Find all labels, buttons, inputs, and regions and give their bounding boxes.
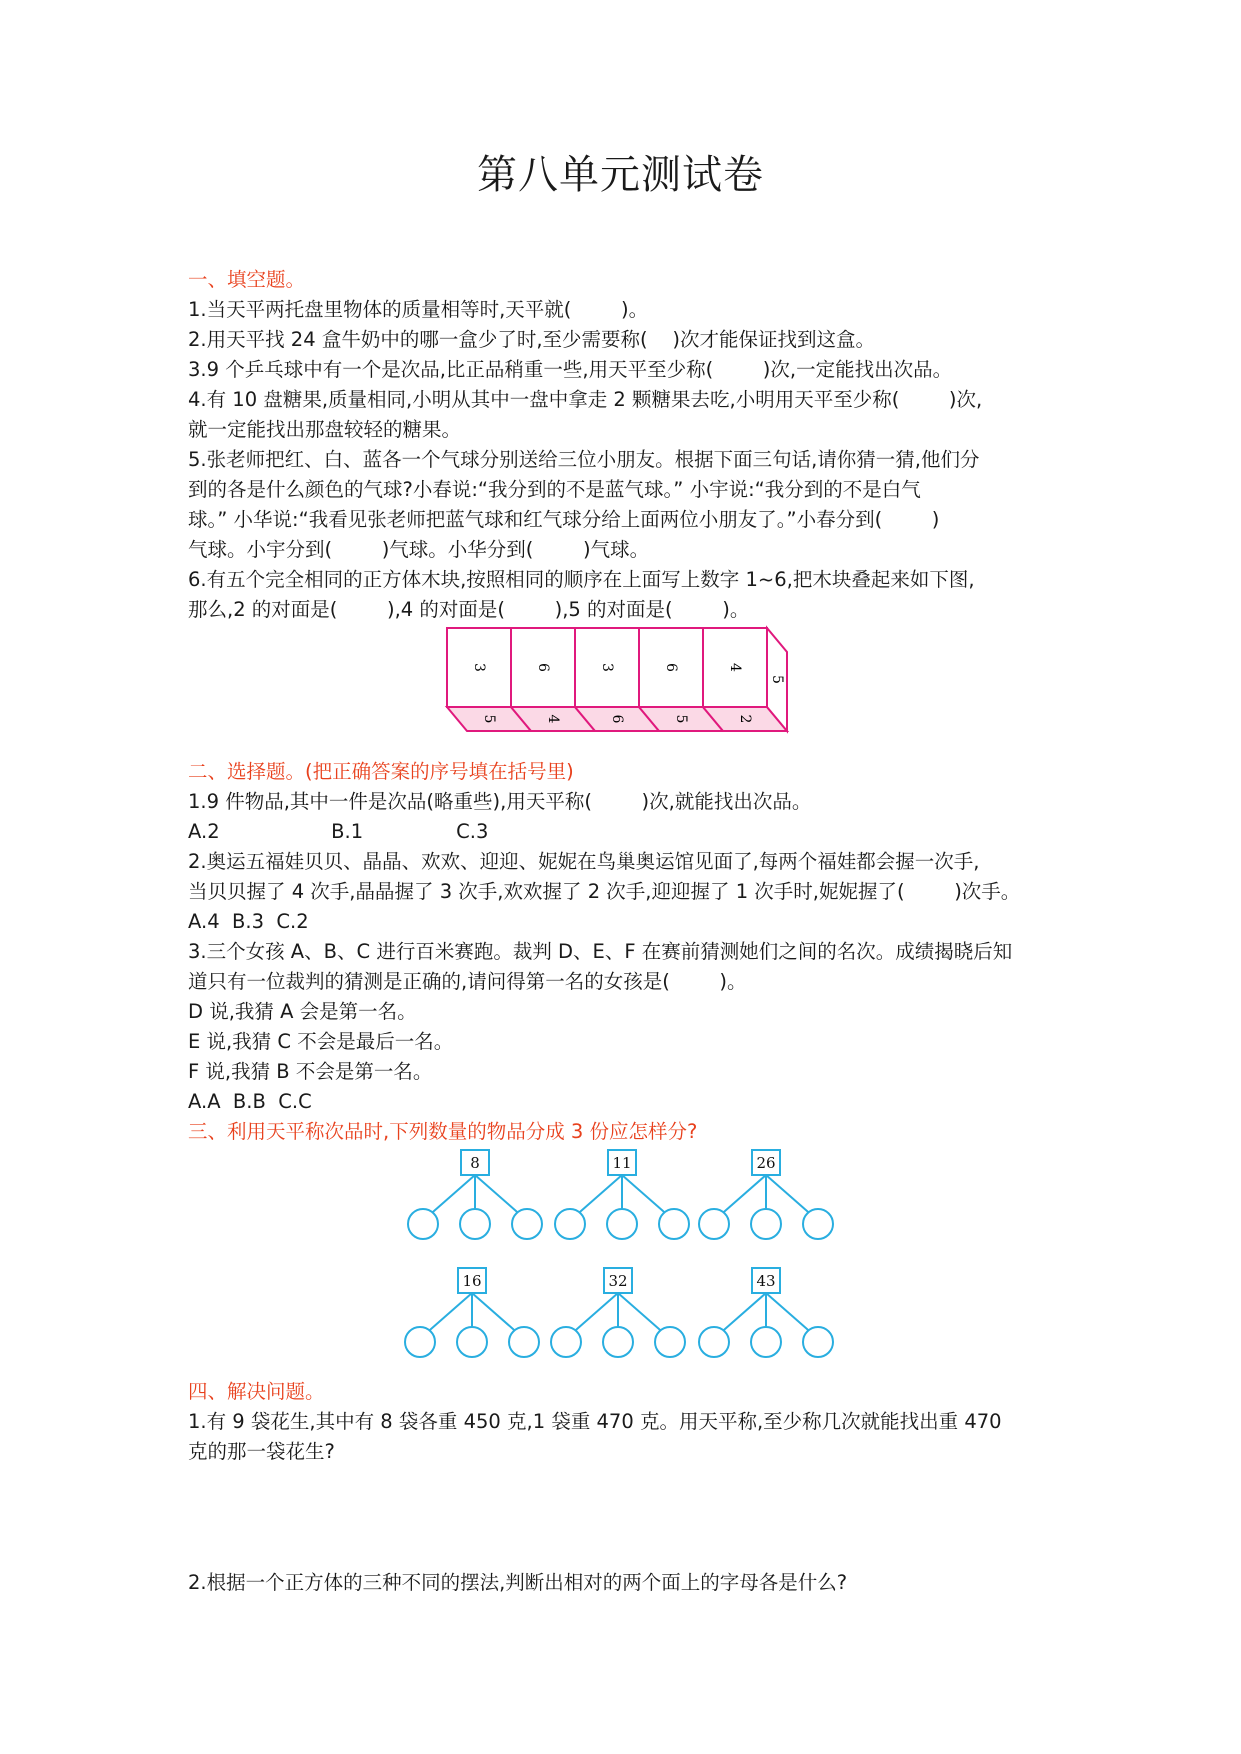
cube-front-number: 3 [599, 663, 615, 672]
stacked-cubes-figure [440, 622, 810, 737]
division-tree [699, 1150, 833, 1239]
branch-line [766, 1175, 809, 1213]
answer-circle [512, 1209, 542, 1239]
tree-number: 11 [612, 1154, 632, 1172]
answer-circle [607, 1209, 637, 1239]
question-line: 2.奥运五福娃贝贝、晶晶、欢欢、迎迎、妮妮在鸟巢奥运馆见面了,每两个福娃都会握一次手, [188, 850, 980, 873]
answer-circle [460, 1209, 490, 1239]
answer-circle [699, 1209, 729, 1239]
branch-line [575, 1293, 618, 1331]
division-tree [555, 1150, 689, 1239]
branch-line [723, 1175, 766, 1213]
answer-circle [509, 1327, 539, 1357]
branch-line [432, 1175, 475, 1213]
question-line: 4.有 10 盘糖果,质量相同,小明从其中一盘中拿走 2 颗糖果去吃,小明用天平至少称( )次, [188, 388, 983, 411]
question-line: 克的那一袋花生? [188, 1440, 335, 1463]
cube-side-number: 5 [769, 675, 785, 684]
cube-bottom-number: 5 [673, 714, 689, 724]
section-heading: 二、选择题。(把正确答案的序号填在括号里) [188, 760, 574, 783]
answer-circle [408, 1209, 438, 1239]
question-line: E 说,我猜 C 不会是最后一名。 [188, 1030, 454, 1053]
answer-circle [751, 1327, 781, 1357]
section-heading: 一、填空题。 [188, 268, 306, 291]
answer-circle [659, 1209, 689, 1239]
section-choice [188, 757, 1068, 1147]
tree-number: 43 [756, 1272, 776, 1290]
tree-number: 32 [608, 1272, 628, 1290]
tree-number: 8 [470, 1154, 480, 1172]
question-line: F 说,我猜 B 不会是第一名。 [188, 1060, 433, 1083]
section-heading: 四、解决问题。 [188, 1380, 325, 1403]
division-tree [408, 1150, 542, 1239]
question-line: 那么,2 的对面是( ),4 的对面是( ),5 的对面是( )。 [188, 598, 750, 621]
tree-number: 26 [756, 1154, 776, 1172]
cube-front-number: 3 [471, 663, 487, 672]
question-line: A.4 B.3 C.2 [188, 910, 309, 933]
section-problems [188, 1377, 1068, 1467]
question-line: 2.用天平找 24 盒牛奶中的哪一盒少了时,至少需要称( )次才能保证找到这盒。 [188, 328, 876, 351]
division-tree [699, 1268, 833, 1357]
answer-circle [803, 1209, 833, 1239]
page-title: 第八单元测试卷 [477, 152, 764, 198]
question-line: 5.张老师把红、白、蓝各一个气球分别送给三位小朋友。根据下面三句话,请你猜一猜,他们分 [188, 448, 980, 471]
cube-bottom-number: 2 [737, 714, 753, 724]
question-line: 3.9 个乒乓球中有一个是次品,比正品稍重一些,用天平至少称( )次,一定能找出次品。 [188, 358, 953, 381]
cube-bottom-number: 5 [481, 714, 497, 724]
cube-bottom-number: 6 [609, 714, 625, 724]
branch-line [472, 1293, 515, 1331]
question-line: 3.三个女孩 A、B、C 进行百米赛跑。裁判 D、E、F 在赛前猜测她们之间的名次。成绩揭晓后知 [188, 940, 1013, 963]
branch-line [618, 1293, 661, 1331]
question-line: 气球。小宇分到( )气球。小华分到( )气球。 [188, 538, 650, 561]
branch-line [579, 1175, 622, 1213]
question-line: 到的各是什么颜色的气球?小春说:“我分到的不是蓝气球。” 小宇说:“我分到的不是白气 [188, 478, 921, 501]
section-heading: 三、利用天平称次品时,下列数量的物品分成 3 份应怎样分? [188, 1120, 698, 1143]
question-line: 6.有五个完全相同的正方体木块,按照相同的顺序在上面写上数字 1~6,把木块叠起来如下图, [188, 568, 975, 591]
branch-line [766, 1293, 809, 1331]
tree-number: 16 [462, 1272, 482, 1290]
branch-line [622, 1175, 665, 1213]
division-tree [551, 1268, 685, 1357]
question-line: D 说,我猜 A 会是第一名。 [188, 1000, 417, 1023]
answer-circle [551, 1327, 581, 1357]
question-line: A.2 B.1 C.3 [188, 820, 489, 843]
answer-circle [803, 1327, 833, 1357]
question-line: 2.根据一个正方体的三种不同的摆法,判断出相对的两个面上的字母各是什么? [188, 1571, 848, 1594]
cube-bottom-number: 4 [545, 714, 561, 724]
section-problems-q2 [188, 1568, 1068, 1598]
question-line: 1.当天平两托盘里物体的质量相等时,天平就( )。 [188, 298, 649, 321]
answer-circle [655, 1327, 685, 1357]
answer-circle [405, 1327, 435, 1357]
answer-circle [457, 1327, 487, 1357]
question-line: 道只有一位裁判的猜测是正确的,请问得第一名的女孩是( )。 [188, 970, 747, 993]
division-tree [405, 1268, 539, 1357]
question-line: 就一定能找出那盘较轻的糖果。 [188, 418, 462, 441]
branch-line [429, 1293, 472, 1331]
question-line: 1.有 9 袋花生,其中有 8 袋各重 450 克,1 袋重 470 克。用天平称,至少称几次就能找出重 470 [188, 1410, 1002, 1433]
answer-circle [555, 1209, 585, 1239]
branch-line [723, 1293, 766, 1331]
section-fill-in [188, 265, 1068, 625]
cube-front-number: 4 [727, 663, 743, 672]
question-line: 球。” 小华说:“我看见张老师把蓝气球和红气球分给上面两位小朋友了。”小春分到( ) [188, 508, 940, 531]
answer-circle [751, 1209, 781, 1239]
branch-line [475, 1175, 518, 1213]
cube-front-number: 6 [663, 663, 679, 672]
answer-circle [603, 1327, 633, 1357]
question-line: A.A B.B C.C [188, 1090, 312, 1113]
cube-front-number: 6 [535, 663, 551, 672]
division-trees-figure [390, 1140, 850, 1370]
question-line: 1.9 件物品,其中一件是次品(略重些),用天平称( )次,就能找出次品。 [188, 790, 812, 813]
question-line: 当贝贝握了 4 次手,晶晶握了 3 次手,欢欢握了 2 次手,迎迎握了 1 次手时,妮妮握了( )次手。 [188, 880, 1021, 903]
answer-circle [699, 1327, 729, 1357]
